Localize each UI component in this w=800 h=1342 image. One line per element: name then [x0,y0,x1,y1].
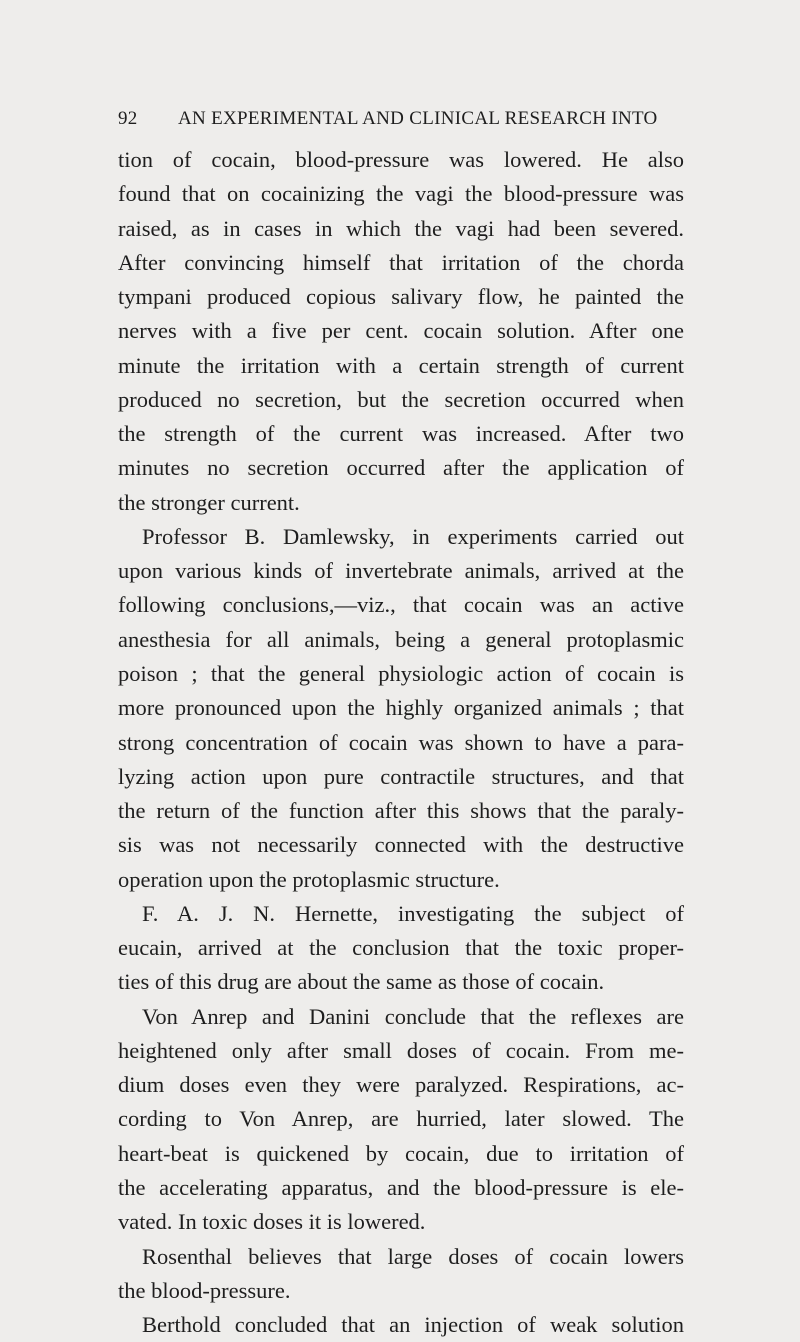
text-line: following conclusions,—viz., that cocain was an active [118,592,684,618]
text-line: poison ; that the general physiologic action of cocain is [118,660,684,686]
text-line: nerves with a five per cent. cocain solution. After one [118,318,684,344]
paragraph-start-line: Professor B. Damlewsky, in experiments carried out [142,523,684,549]
text-line: the return of the function after this shows that the paraly- [118,798,684,824]
text-line: the strength of the current was increased. After two [118,421,684,447]
text-line: dium doses even they were paralyzed. Respirations, ac- [118,1072,684,1098]
running-head [118,108,718,138]
text-line: lyzing action upon pure contractile structures, and that [118,763,684,789]
text-line: upon various kinds of invertebrate animals, arrived at the [118,558,684,584]
paragraph-start-line: Berthold concluded that an injection of weak solution [142,1312,684,1338]
text-line: anesthesia for all animals, being a general protoplasmic [118,626,684,652]
text-line: minute the irritation with a certain strength of current [118,352,684,378]
text-line: more pronounced upon the highly organized animals ; that [118,695,684,721]
text-line: minutes no secretion occurred after the application of [118,455,684,481]
paragraph-start-line: Rosenthal believes that large doses of cocain lowers [142,1243,684,1269]
text-line: tion of cocain, blood-pressure was lowered. He also [118,147,684,172]
text-line: produced no secretion, but the secretion occurred when [118,386,684,412]
paragraph-end-line: ties of this drug are about the same as those of cocain. [118,969,605,995]
text-line: heightened only after small doses of cocain. From me- [118,1037,684,1063]
text-line: eucain, arrived at the conclusion that the toxic proper- [118,935,684,961]
paragraph-end-line: the blood-pressure. [118,1277,291,1303]
text-line: the accelerating apparatus, and the blood-pressure is ele- [118,1174,684,1200]
text-line: found that on cocainizing the vagi the blood-pressure was [118,181,684,207]
body-text [118,143,684,1342]
text-line: raised, as in cases in which the vagi had been severed. [118,215,684,241]
paragraph-end-line: the stronger current. [118,489,300,515]
text-line: After convincing himself that irritation of the chorda [118,249,684,275]
text-line: cording to Von Anrep, are hurried, later slowed. The [118,1106,684,1132]
text-line: tympani produced copious salivary flow, he painted the [118,284,684,310]
paragraph-end-line: vated. In toxic doses it is lowered. [118,1209,426,1235]
page-number: 92 [118,108,138,129]
text-line: strong concentration of cocain was shown to have a para- [118,729,684,755]
text-line: heart-beat is quickened by cocain, due to irritation of [118,1140,684,1166]
running-title: AN EXPERIMENTAL AND CLINICAL RESEARCH INTO [178,108,658,129]
paragraph-end-line: operation upon the protoplasmic structure. [118,866,500,892]
paragraph-start-line: F. A. J. N. Hernette, investigating the subject of [142,900,684,926]
text-line: sis was not necessarily connected with the destructive [118,832,684,858]
paragraph-start-line: Von Anrep and Danini conclude that the reflexes are [142,1003,684,1029]
